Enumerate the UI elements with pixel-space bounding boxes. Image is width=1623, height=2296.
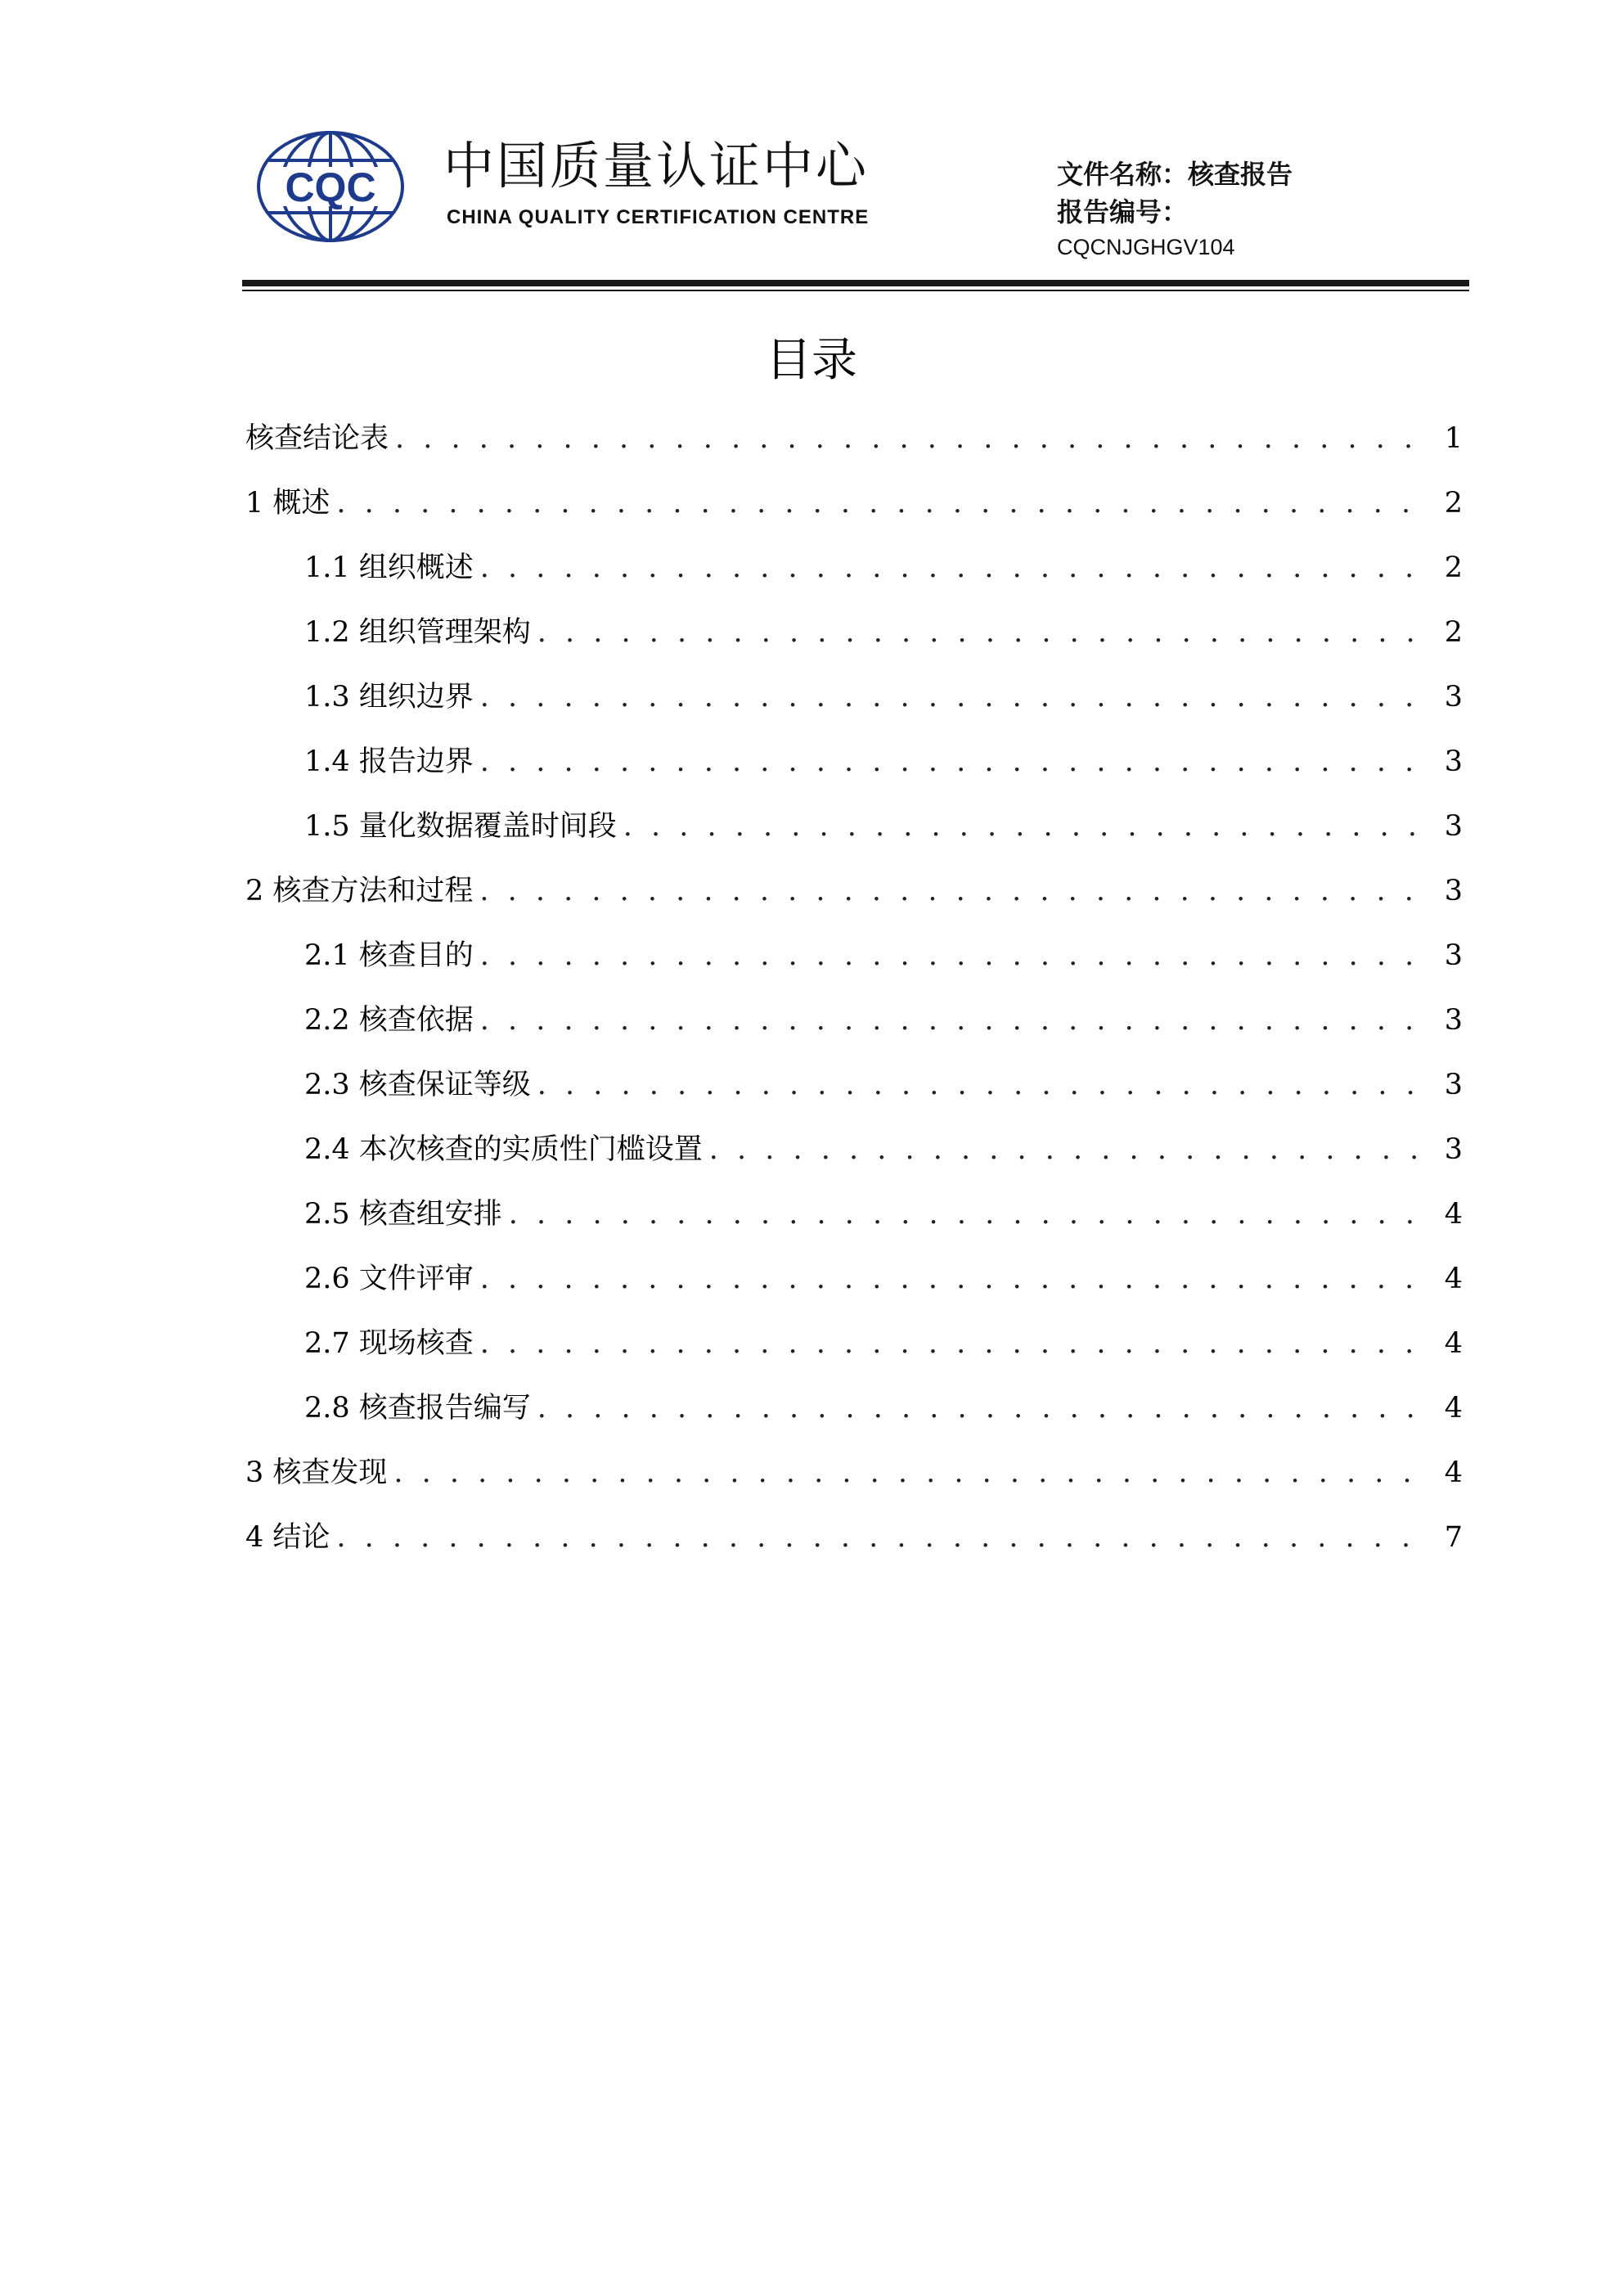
toc-entry-page: 3 — [1444, 681, 1463, 714]
page-header — [242, 123, 1469, 270]
toc-dot-leader — [537, 610, 1432, 655]
toc-dot-leader — [537, 1385, 1432, 1431]
cqc-logo-text: CQC — [285, 164, 376, 210]
toc-entry[interactable] — [245, 739, 1463, 804]
toc-entry-page: 3 — [1444, 1004, 1463, 1037]
toc-entry-label: 4 结论 — [245, 1521, 330, 1554]
toc-entry-label: 2.1 核查目的 — [304, 939, 474, 972]
toc-entry-label: 1.1 组织概述 — [304, 551, 474, 584]
org-name-en: CHINA QUALITY CERTIFICATION CENTRE — [447, 206, 870, 228]
toc-entry-page: 2 — [1444, 551, 1463, 584]
report-number-label: 报告编号： — [1057, 196, 1189, 227]
toc-entry-page: 3 — [1444, 810, 1463, 843]
toc-entry-page: 3 — [1444, 745, 1463, 778]
toc-entry[interactable] — [245, 545, 1463, 610]
toc-entry[interactable] — [245, 416, 1463, 480]
toc-entry-label: 2.3 核查保证等级 — [304, 1069, 531, 1101]
toc-entry-page: 1 — [1444, 422, 1463, 455]
toc-entry-page: 2 — [1444, 487, 1463, 520]
toc-entry-page: 3 — [1444, 939, 1463, 972]
toc-dot-leader — [336, 1515, 1432, 1560]
toc-entry[interactable] — [245, 868, 1463, 933]
toc-entry-page: 7 — [1444, 1521, 1463, 1554]
toc-dot-leader — [537, 1062, 1432, 1108]
toc-dot-leader — [480, 997, 1432, 1043]
toc-dot-leader — [480, 674, 1432, 720]
toc-entry-label: 2.2 核查依据 — [304, 1004, 474, 1037]
toc-entry-label: 1.5 量化数据覆盖时间段 — [304, 810, 617, 843]
toc-entry[interactable] — [245, 997, 1463, 1062]
report-number: CQCNJGHGV104 — [1057, 235, 1235, 259]
toc-dot-leader — [480, 1321, 1432, 1366]
toc-dot-leader — [709, 1127, 1432, 1173]
header-divider-thick — [242, 280, 1469, 286]
toc-entry-label: 1.3 组织边界 — [304, 681, 474, 714]
toc-dot-leader — [395, 416, 1432, 461]
toc-entry[interactable] — [245, 610, 1463, 674]
toc-entry[interactable] — [245, 933, 1463, 997]
toc-entry-label: 2.8 核查报告编写 — [304, 1392, 531, 1425]
toc-entry-label: 核查结论表 — [245, 422, 389, 455]
toc-entry-label: 1.2 组织管理架构 — [304, 616, 531, 649]
toc-entry[interactable] — [245, 1127, 1463, 1191]
toc-entry[interactable] — [245, 1515, 1463, 1579]
toc-title: 目录 — [766, 334, 857, 387]
toc-entry-page: 4 — [1444, 1198, 1463, 1231]
toc-entry[interactable] — [245, 1256, 1463, 1321]
toc-dot-leader — [480, 739, 1432, 785]
header-divider-thin — [242, 290, 1469, 291]
toc-entry[interactable] — [245, 804, 1463, 868]
file-name: 文件名称：核查报告 — [1057, 159, 1293, 190]
toc-entry[interactable] — [245, 1191, 1463, 1256]
toc-entry-page: 4 — [1444, 1263, 1463, 1295]
toc-entry-page: 3 — [1444, 875, 1463, 907]
toc-dot-leader — [623, 804, 1432, 849]
toc-entry-label: 2.6 文件评审 — [304, 1263, 474, 1295]
toc-entry-page: 3 — [1444, 1069, 1463, 1101]
toc-entry-page: 2 — [1444, 616, 1463, 649]
toc-entry[interactable] — [245, 1450, 1463, 1515]
org-name-cn: 中国质量认证中心 — [443, 136, 870, 196]
toc-entry-label: 2 核查方法和过程 — [245, 875, 474, 907]
toc-dot-leader — [479, 868, 1432, 914]
toc-entry-page: 3 — [1444, 1133, 1463, 1166]
toc-entry[interactable] — [245, 1321, 1463, 1385]
document-meta — [1057, 155, 1293, 263]
toc-entry-page: 4 — [1444, 1392, 1463, 1425]
toc-entry[interactable] — [245, 1062, 1463, 1127]
toc-entry-label: 1 概述 — [245, 487, 330, 520]
table-of-contents — [245, 416, 1463, 1579]
toc-dot-leader — [509, 1191, 1432, 1237]
cqc-logo — [255, 129, 406, 244]
toc-entry-label: 1.4 报告边界 — [304, 745, 474, 778]
toc-dot-leader — [480, 1256, 1432, 1302]
toc-entry-page: 4 — [1444, 1327, 1463, 1360]
toc-entry[interactable] — [245, 674, 1463, 739]
toc-entry-label: 2.5 核查组安排 — [304, 1198, 502, 1231]
toc-entry[interactable] — [245, 1385, 1463, 1450]
toc-dot-leader — [393, 1450, 1432, 1496]
toc-dot-leader — [336, 480, 1432, 526]
toc-entry[interactable] — [245, 480, 1463, 545]
toc-entry-page: 4 — [1444, 1456, 1463, 1489]
toc-dot-leader — [480, 545, 1432, 591]
toc-entry-label: 2.4 本次核查的实质性门槛设置 — [304, 1133, 703, 1166]
toc-entry-label: 3 核查发现 — [245, 1456, 388, 1489]
toc-entry-label: 2.7 现场核查 — [304, 1327, 474, 1360]
toc-dot-leader — [480, 933, 1432, 979]
